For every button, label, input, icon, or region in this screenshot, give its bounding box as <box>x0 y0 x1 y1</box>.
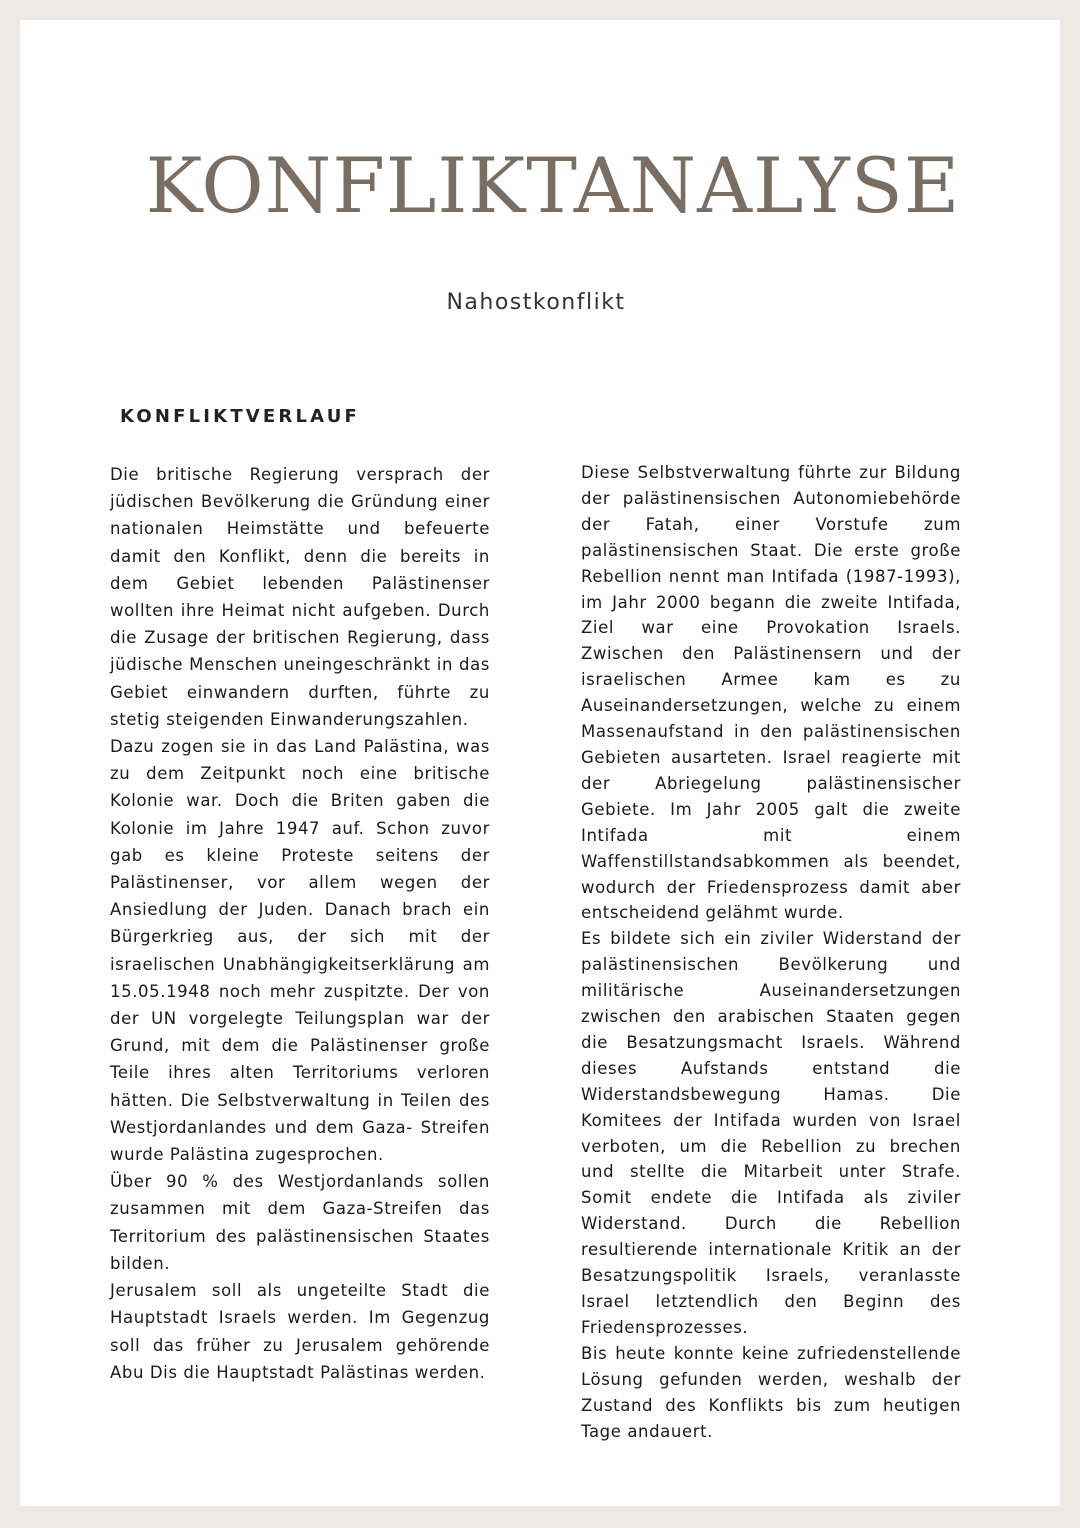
right-text-column <box>581 460 961 1444</box>
paragraph-left-1: Die britische Regierung versprach der jüdischen Bevölkerung die Gründung einer nationalen Heimstätte und befeuerte damit den Konflikt, denn die bereits in dem Gebiet lebenden Palästinenser wollten ihre Heimat nicht aufgeben. Durch die Zusage der britischen Regierung, dass jüdische Menschen uneingeschränkt in das Gebiet einwandern durften, führte zu stetig steigenden Einwanderungszahlen. <box>110 465 490 729</box>
section-heading: KONFLIKTVERLAUF <box>120 406 361 427</box>
paragraph-left-2: Dazu zogen sie in das Land Palästina, was zu dem Zeitpunkt noch eine britische Kolonie war. Doch die Briten gaben die Kolonie im Jahre 1947 auf. Schon zuvor gab es kleine Proteste seitens der Palästinenser, vor allem wegen der Ansiedlung der Juden. Danach brach ein Bürgerkrieg aus, der sich mit der israelischen Unabhängigkeitserklärung am 15.05.1948 noch mehr zuspitzte. Der von der UN vorgelegte Teilungsplan war der Grund, mit dem die Palästinenser große Teile ihres alten Territoriums verloren hätten. Die Selbstverwaltung in Teilen des Westjordanlandes und dem Gaza- Streifen wurde Palästina zugesprochen. <box>110 737 490 1165</box>
paragraph-right-2: Es bildete sich ein ziviler Widerstand der palästinensischen Bevölkerung und militärische Auseinandersetzungen zwischen den arabischen Staaten gegen die Besatzungsmacht Israels. Während dieses Aufstands entstand die Widerstandsbewegung Hamas. Die Komitees der Intifada wurden von Israel verboten, um die Rebellion zu brechen und stellte die Mitarbeit unter Strafe. Somit endete die Intifada als ziviler Widerstand. Durch die Rebellion resultierende internationale Kritik an der Besatzungspolitik Israels, veranlasste Israel letztendlich den Beginn des Friedensprozesses. <box>581 929 961 1337</box>
left-text-column <box>110 461 490 1386</box>
document-page <box>20 20 1060 1506</box>
paragraph-left-3: Über 90 % des Westjordanlands sollen zusammen mit dem Gaza-Streifen das Territorium des palästinensischen Staates bilden. <box>110 1172 490 1273</box>
paragraph-left-4: Jerusalem soll als ungeteilte Stadt die Hauptstadt Israels werden. Im Gegenzug soll das früher zu Jerusalem gehörende Abu Dis die Hauptstadt Palästinas werden. <box>110 1281 490 1382</box>
document-title: KONFLIKTANALYSE <box>145 141 961 230</box>
document-subtitle: Nahostkonflikt <box>446 290 626 315</box>
paragraph-right-3: Bis heute konnte keine zufriedenstellende Lösung gefunden werden, weshalb der Zustand des Konflikts bis zum heutigen Tage andauert. <box>581 1343 961 1441</box>
paragraph-right-1: Diese Selbstverwaltung führte zur Bildung der palästinensischen Autonomiebehörde der Fatah, einer Vorstufe zum palästinensischen Staat. Die erste große Rebellion nennt man Intifada (1987-1993), im Jahr 2000 begann die zweite Intifada, Ziel war eine Provokation Israels. Zwischen den Palästinensern und der israelischen Armee kam es zu Auseinandersetzungen, welche zu einem Massenaufstand in den palästinensischen Gebieten ausarteten. Israel reagierte mit der Abriegelung palästinensischer Gebiete. Im Jahr 2005 galt die zweite Intifada mit einem Waffenstillstandsabkommen als beendet, wodurch der Friedensprozess damit aber entscheidend gelähmt wurde. <box>581 463 961 923</box>
